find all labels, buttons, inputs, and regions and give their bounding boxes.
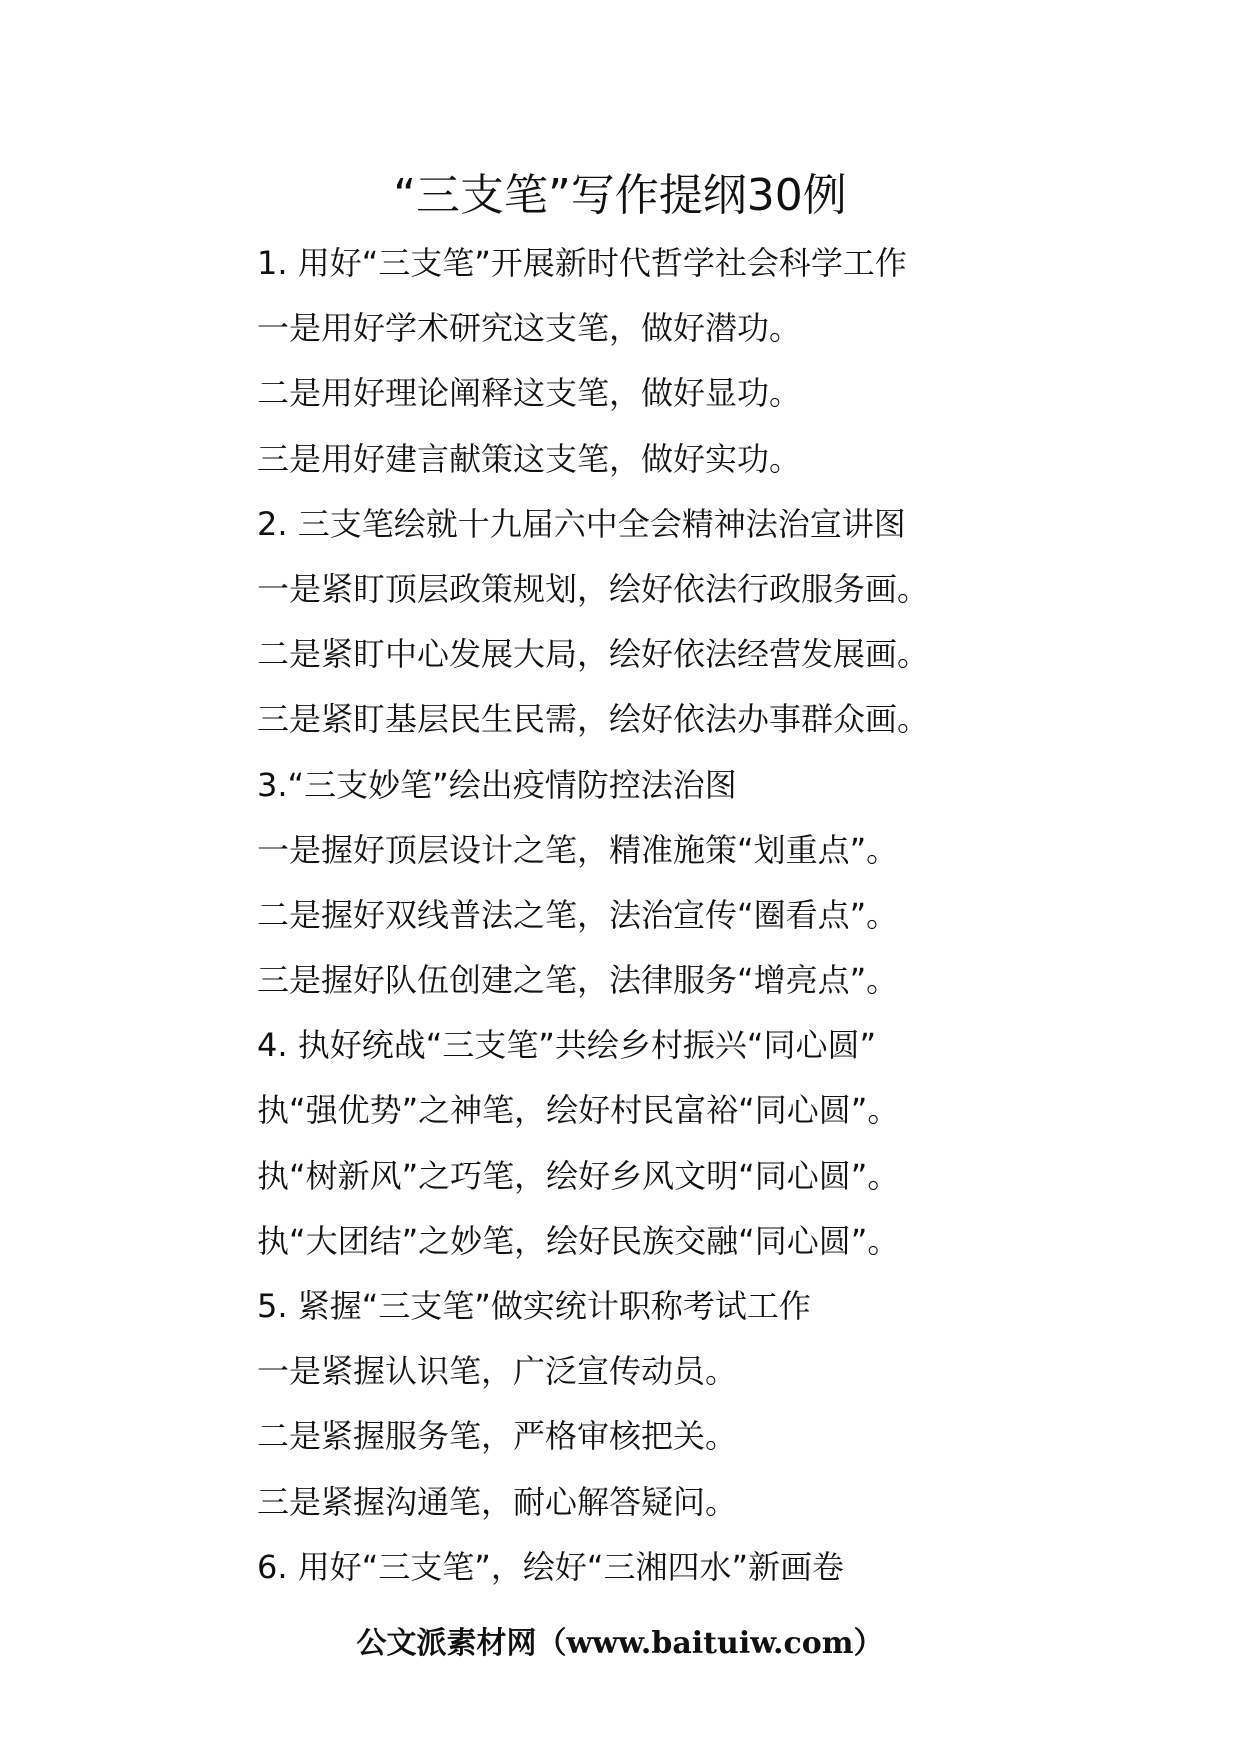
document-line: 二是握好双线普法之笔，法治宣传“圈看点”。 [257,895,899,934]
document-line: 4. 执好统战“三支笔”共绘乡村振兴“同心圆” [257,1026,877,1065]
document-line: 三是用好建言献策这支笔，做好实功。 [257,439,802,478]
document-line: 5. 紧握“三支笔”做实统计职称考试工作 [257,1287,811,1325]
document-line: 三是紧盯基层民生民需，绘好依法办事群众画。 [257,700,930,739]
document-line: 一是握好顶层设计之笔，精准施策“划重点”。 [257,830,899,869]
document-line: 三是紧握沟通笔，耐心解答疑问。 [257,1482,738,1521]
page-footer: 公文派素材网（www.baituiw.com） [356,1626,884,1661]
document-line: 二是紧握服务笔，严格审核把关。 [257,1417,738,1456]
document-line: 6. 用好“三支笔”，绘好“三湘四水”新画卷 [257,1547,845,1586]
page-title: “三支笔”写作提纲30例 [393,170,847,221]
document-line: 一是紧盯顶层政策规划，绘好依法行政服务画。 [257,569,930,608]
document-line: 执“强优势”之神笔，绘好村民富裕“同心圆”。 [257,1091,900,1130]
document-line: 二是用好理论阐释这支笔，做好显功。 [257,374,802,413]
document-line: 3.“三支妙笔”绘出疫情防控法治图 [257,765,737,804]
document-line: 一是用好学术研究这支笔，做好潜功。 [257,309,802,348]
document-line: 二是紧盯中心发展大局，绘好依法经营发展画。 [257,635,930,674]
document-line: 2. 三支笔绘就十九届六中全会精神法治宣讲图 [257,504,906,543]
document-line: 三是握好队伍创建之笔，法律服务“增亮点”。 [257,961,899,1000]
document-line: 一是紧握认识笔，广泛宣传动员。 [257,1352,738,1391]
document-line: 1. 用好“三支笔”开展新时代哲学社会科学工作 [257,244,907,282]
document-line: 执“大团结”之妙笔，绘好民族交融“同心圆”。 [257,1221,900,1260]
document-body [257,235,1217,1604]
document-line: 执“树新风”之巧笔，绘好乡风文明“同心圆”。 [257,1156,900,1195]
